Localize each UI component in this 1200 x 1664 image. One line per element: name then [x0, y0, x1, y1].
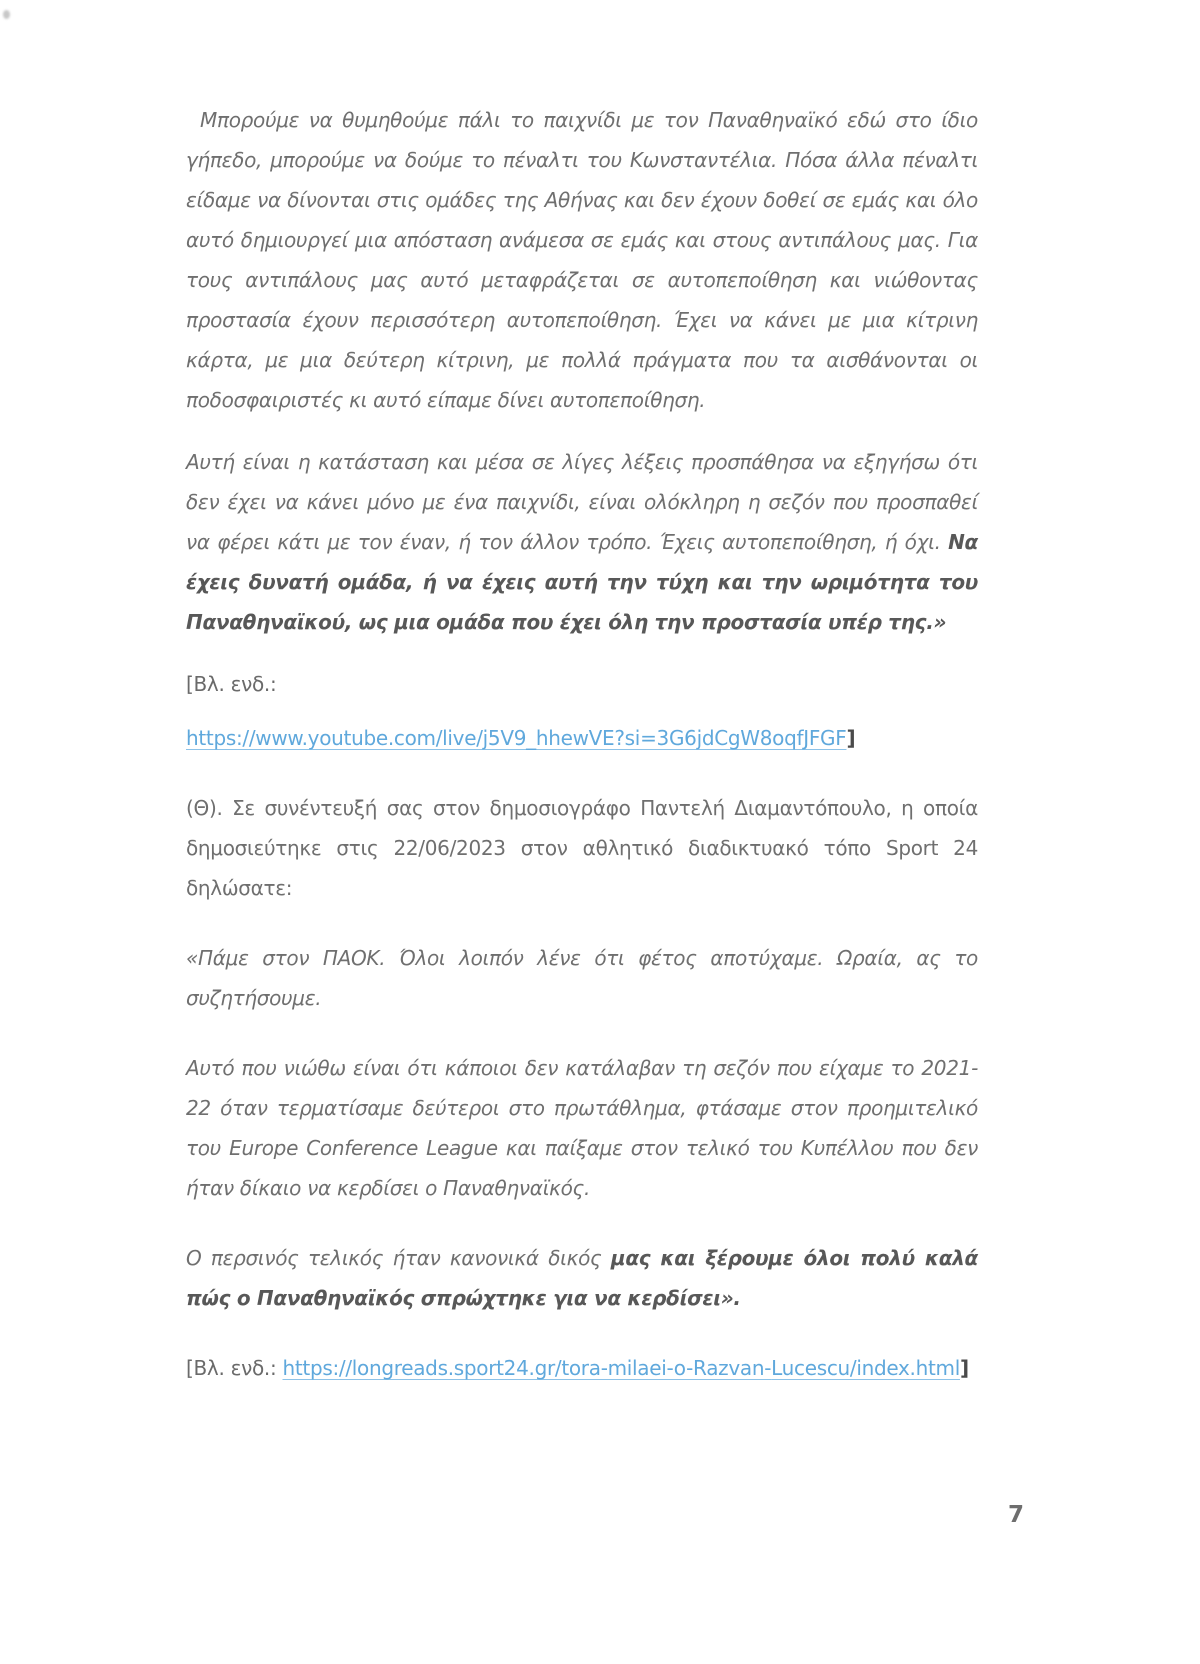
reference-2-closing-bracket: ] — [959, 1356, 969, 1380]
quote-paragraph-3: «Πάμε στον ΠΑΟΚ. Όλοι λοιπόν λένε ότι φέτος αποτύχαμε. Ωραία, ας το συζητήσουμε. — [186, 946, 978, 1010]
quote-paragraph-5-bold: μας και ξέρουμε όλοι πολύ καλά πώς ο Παναθηναϊκός σπρώχτηκε για να κερδίσει». — [186, 1246, 978, 1310]
quote-paragraph-5 — [186, 1238, 978, 1318]
quote-paragraph-2 — [186, 442, 978, 642]
reference-2-line — [186, 1348, 978, 1388]
reference-1-closing-bracket: ] — [846, 726, 856, 750]
page-number: 7 — [1008, 1502, 1025, 1528]
scan-artifact-dot — [3, 10, 10, 19]
quote-paragraph-2-bold: Να έχεις δυνατή ομάδα, ή να έχεις αυτή την τύχη και την ωριμότητα του Παναθηναϊκού, ως μια ομάδα που έχει όλη την προστασία υπέρ της.» — [186, 530, 978, 634]
quote-paragraph-2-regular: Αυτή είναι η κατάσταση και μέσα σε λίγες λέξεις προσπάθησα να εξηγήσω ότι δεν έχει να κάνει μόνο με ένα παιχνίδι, είναι ολόκληρη η σεζόν που προσπαθεί να φέρει κάτι με τον έναν, ή τον άλλον τρόπο. Έχεις αυτοπεποίθηση, ή όχι. — [186, 450, 978, 554]
interview-intro-paragraph: (Θ). Σε συνέντευξή σας στον δημοσιογράφο Παντελή Διαμαντόπουλο, η οποία δημοσιεύτηκε στις 22/06/2023 στον αθλητικό διαδικτυακό τόπο Sport 24 δηλώσατε: — [186, 796, 978, 900]
sport24-link-line1: https://longreads.sport24.gr/tora-milaei-o-Razvan- — [282, 1356, 772, 1380]
sport24-link[interactable] — [282, 1356, 960, 1380]
youtube-link[interactable]: https://www.youtube.com/live/j5V9_hhewVE?si=3G6jdCgW8oqfJFGF — [186, 726, 847, 750]
reference-1-line — [186, 718, 978, 758]
page-content — [186, 100, 978, 1418]
reference-2-mid: ενδ.: — [230, 1356, 277, 1380]
quote-paragraph-5-regular: Ο περσινός τελικός ήταν κανονικά δικός — [186, 1246, 602, 1270]
quote-paragraph-1: Μπορούμε να θυμηθούμε πάλι το παιχνίδι με τον Παναθηναϊκό εδώ στο ίδιο γήπεδο, μπορούμε να δούμε το πέναλτι του Κωνσταντέλια. Πόσα άλλα πέναλτι είδαμε να δίνονται στις ομάδες της Αθήνας και δεν έχουν δοθεί σε εμάς και όλο αυτό δημιουργεί μια απόσταση ανάμεσα σε εμάς και στους αντιπάλους μας. Για τους αντιπάλους μας αυτό μεταφράζεται σε αυτοπεποίθηση και νιώθοντας προστασία έχουν περισσότερη αυτοπεποίθηση. Έχει να κάνει με μια κίτρινη κάρτα, με μια δεύτερη κίτρινη, με πολλά πράγματα που τα αισθάνονται οι ποδοσφαιριστές κι αυτό είπαμε δίνει αυτοπεποίθηση. — [186, 108, 978, 412]
quote-paragraph-4: Αυτό που νιώθω είναι ότι κάποιοι δεν κατάλαβαν τη σεζόν που είχαμε το 2021-22 όταν τερματίσαμε δεύτεροι στο πρωτάθλημα, φτάσαμε στον προημιτελικό του Europe Conference League και παίξαμε στον τελικό του Κυπέλλου που δεν ήταν δίκαιο να κερδίσει ο Παναθηναϊκός. — [186, 1056, 978, 1200]
sport24-link-line2: Lucescu/index.html — [771, 1356, 960, 1380]
reference-2-open: [Βλ. — [186, 1356, 225, 1380]
reference-1-label: [Βλ. ενδ.: — [186, 672, 277, 696]
